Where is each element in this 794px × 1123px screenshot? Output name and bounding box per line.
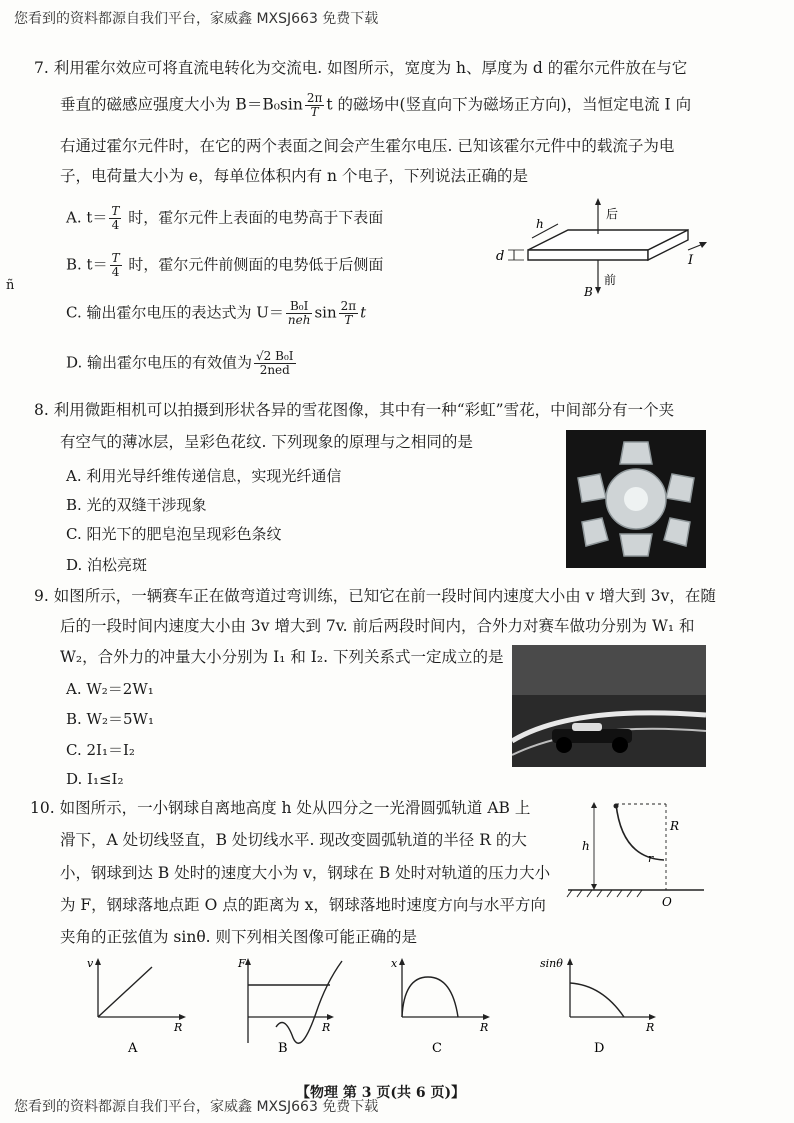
q9-option-c[interactable]: C. 2I₁＝I₂: [66, 741, 135, 759]
margin-mark: ñ: [6, 278, 15, 293]
arc-track: [616, 804, 664, 860]
q7-option-d[interactable]: D. 输出霍尔电压的有效值为 $\frac{\text{√2 B₀I}}{\text{2ned}}$: [66, 349, 294, 377]
q8-option-a[interactable]: A. 利用光导纤维传递信息，实现光纤通信: [66, 467, 342, 485]
graph-d-label: D: [594, 1041, 605, 1055]
graph-b-curve: [276, 961, 342, 1043]
label-current: I: [688, 253, 694, 268]
graph-a-label: A: [128, 1041, 138, 1055]
q7-option-c[interactable]: C. 输出霍尔电压的表达式为 U＝ $\frac{\text{B₀I}}{\text{neh}}$ sin $\frac{2\pi}{T}$ t: [66, 299, 367, 327]
page-number: 【物理 第 3 页(共 6 页)】: [296, 1085, 466, 1101]
q7-stem-line2: [60, 92, 691, 119]
graph-b-label: B: [278, 1041, 288, 1056]
label-back: 后: [606, 207, 619, 221]
label-front: 前: [604, 273, 617, 287]
label-h: h: [536, 217, 544, 231]
graph-d[interactable]: [530, 955, 670, 1055]
graph-b-xlabel: R: [322, 1021, 331, 1034]
steel-ball: [614, 804, 619, 809]
graph-d-curve: [570, 983, 624, 1017]
q10-stem-line3: 小，钢球到达 B 处时的速度大小为 v，钢球在 B 处时对轨道的压力大小: [60, 864, 551, 882]
q7-stem-line4: 子，电荷量大小为 e，每单位体积内有 n 个电子，下列说法正确的是: [60, 167, 528, 185]
q7-line2-a: 垂直的磁感应强度大小为 B＝B₀sin: [60, 95, 303, 114]
q8-option-d[interactable]: D. 泊松亮斑: [66, 556, 148, 574]
graph-a-ylabel: v: [87, 957, 94, 970]
graph-d-xlabel: R: [646, 1021, 655, 1034]
label-r: r: [648, 852, 654, 865]
q7-option-b[interactable]: B. t＝ $\frac{T}{4}$ 时，霍尔元件前侧面的电势低于后侧面: [66, 251, 384, 279]
q7-line2-b: t 的磁场中(竖直向下为磁场正方向)，当恒定电流 I 向: [326, 95, 692, 114]
q10-stem-line5: 夹角的正弦值为 sinθ. 则下列相关图像可能正确的是: [60, 928, 418, 946]
q8-stem-line2: 有空气的薄冰层，呈彩色花纹. 下列现象的原理与之相同的是: [60, 433, 473, 451]
q7-stem-line1: 7. 利用霍尔效应可将直流电转化为交流电. 如图所示，宽度为 h、厚度为 d 的霍尔元件放在与它: [34, 59, 688, 77]
graph-b-ylabel: F: [238, 957, 246, 970]
graph-c-ylabel: x: [391, 957, 398, 970]
watermark-bottom: 您看到的资料都源自我们平台，家威鑫 MXSJ663 免费下载: [14, 1099, 379, 1115]
graph-c[interactable]: [374, 955, 504, 1055]
q9-stem-line2: 后的一段时间内速度大小由 3v 增大到 7v. 前后两段时间内，合外力对赛车做功分别为 W₁ 和: [60, 617, 695, 635]
q8-option-b[interactable]: B. 光的双缝干涉现象: [66, 496, 207, 514]
label-R: R: [670, 819, 680, 833]
q9-stem-line3: W₂，合外力的冲量大小分别为 I₁ 和 I₂. 下列关系式一定成立的是: [60, 648, 504, 666]
q9-stem-line1: 9. 如图所示，一辆赛车正在做弯道过弯训练，已知它在前一段时间内速度大小由 v 增大到 3v，在随: [34, 587, 716, 605]
q10-stem-line1: 10. 如图所示，一小钢球自离地高度 h 处从四分之一光滑圆弧轨道 AB 上: [30, 799, 531, 817]
hall-plate-front: [528, 250, 648, 260]
hall-element-figure: [488, 198, 708, 298]
label-h: h: [582, 839, 590, 853]
q10-stem-line4: 为 F，钢球落地点距 O 点的距离为 x，钢球落地时速度方向与水平方向: [60, 896, 546, 914]
q8-option-c[interactable]: C. 阳光下的肥皂泡呈现彩色条纹: [66, 525, 282, 543]
q10-stem-line2: 滑下，A 处切线竖直，B 处切线水平. 现改变圆弧轨道的半径 R 的大: [60, 831, 527, 849]
graph-a-curve: [98, 967, 152, 1017]
graph-b[interactable]: [212, 955, 362, 1060]
graph-c-xlabel: R: [480, 1021, 489, 1034]
watermark-top: 您看到的资料都源自我们平台，家威鑫 MXSJ663 免费下载: [14, 11, 379, 27]
q7-stem-line3: 右通过霍尔元件时，在它的两个表面之间会产生霍尔电压. 已知该霍尔元件中的载流子为电: [60, 137, 675, 155]
arc-track-figure: [564, 798, 710, 908]
q7-frac: $\frac{2\pi}{T}$: [306, 91, 323, 119]
graph-d-ylabel: sinθ: [540, 957, 563, 970]
graph-a[interactable]: [70, 955, 190, 1055]
snowflake-photo: [566, 430, 706, 568]
q9-option-a[interactable]: A. W₂＝2W₁: [66, 680, 154, 698]
q7-option-a[interactable]: A. t＝ $\frac{T}{4}$ 时，霍尔元件上表面的电势高于下表面: [66, 204, 384, 232]
q9-option-d[interactable]: D. I₁≤I₂: [66, 770, 124, 788]
graph-c-label: C: [432, 1041, 442, 1055]
q9-option-b[interactable]: B. W₂＝5W₁: [66, 710, 154, 728]
label-d: d: [496, 249, 505, 264]
graph-c-curve: [402, 977, 458, 1017]
label-field: B: [584, 285, 593, 298]
graph-a-xlabel: R: [174, 1021, 183, 1034]
q8-stem-line1: 8. 利用微距相机可以拍摄到形状各异的雪花图像，其中有一种“彩虹”雪花，中间部分有一个夹: [34, 401, 675, 419]
label-O: O: [662, 895, 672, 908]
race-car-photo: [512, 645, 706, 767]
